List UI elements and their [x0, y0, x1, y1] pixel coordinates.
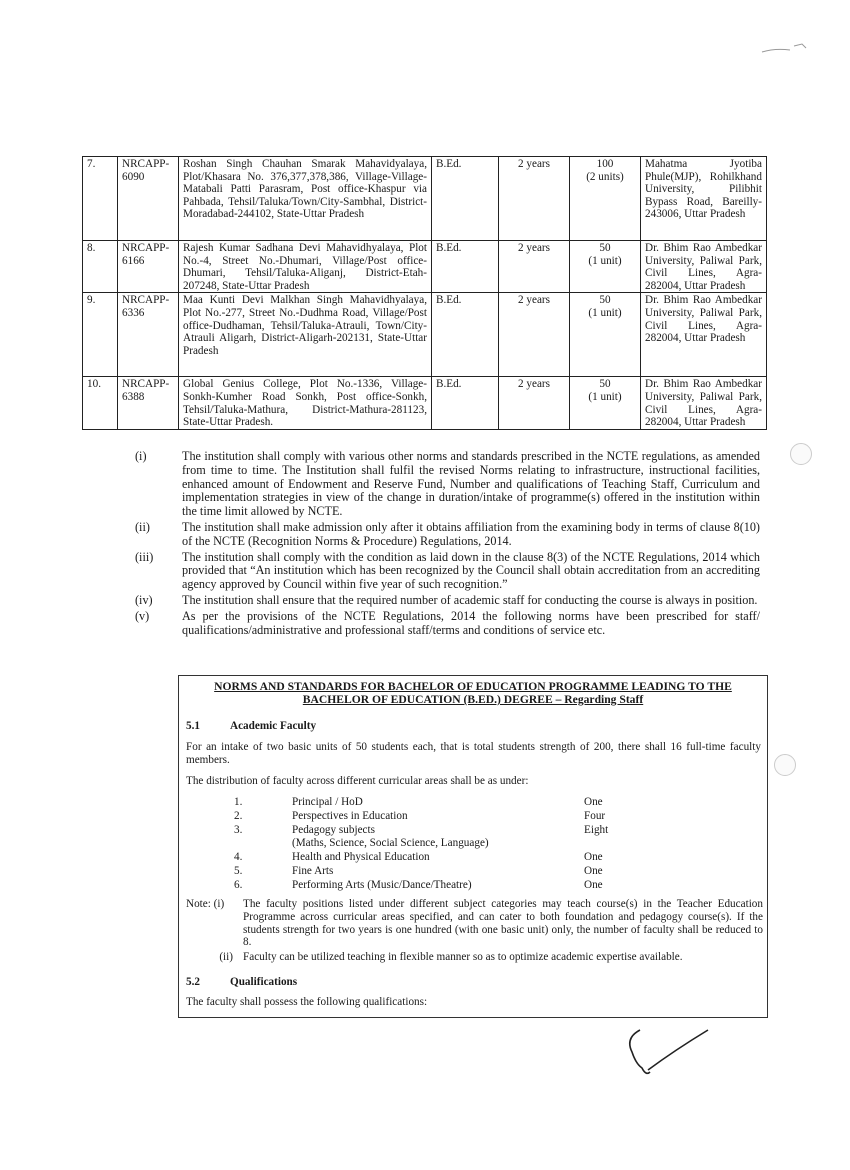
- clause-item: [135, 450, 760, 519]
- course-cell: B.Ed.: [432, 157, 499, 241]
- serial-number-cell: 9.: [83, 293, 118, 377]
- intake-cell: 50 (1 unit): [570, 241, 641, 293]
- norms-box: [178, 675, 768, 1018]
- clause-text: The institution shall comply with the condition as laid down in the clause 8(3) of the NCTE Regulations, 2014 which provided that “An institution which has been recognized by the Council shall obtain accreditation from an accrediting agency approved by Council within five year of such recognition.”: [182, 549, 760, 592]
- list-item: 1. Principal / HoD One: [234, 796, 603, 808]
- note-text: The faculty positions listed under different subject categories may teach course(s) in the Teacher Education Programme across curricular areas specified, and can cater to both foundation and pedagogy course(s). If the students strength for two years is one hundred (with one basic unit) only, the number of faculty shall be reduced to 8.: [243, 898, 763, 949]
- section-heading: 5.2 Qualifications: [186, 976, 298, 988]
- affiliating-body-cell: Dr. Bhim Rao Ambedkar University, Paliwal Park, Civil Lines, Agra-282004, Uttar Pradesh: [641, 377, 767, 429]
- institution-address-cell: Roshan Singh Chauhan Smarak Mahavidyalaya, Plot/Khasara No. 376,377,378,386, Village-Village-Matabali Patti Parasram, Post office-Khaspur via Pahbada, Tehsil/Taluka/Town/City-Sambhal, District-Moradabad-244102, State-Uttar Pradesh: [179, 157, 432, 241]
- duration-cell: 2 years: [499, 157, 570, 241]
- faculty-distribution-list: [234, 796, 734, 893]
- clause-item: [135, 551, 760, 592]
- clause-text: The institution shall comply with various other norms and standards prescribed in the NCTE regulations, as amended from time to time. The Institution shall fulfil the revised Norms relating to infrastructure, instructional facilities, enhanced amount of Endowment and Reserve Fund, Number and qualifications of Teaching Staff, Curriculum and implementation strategies in view of the change in duration/intake of programme(s) offered in the institution within the time limit allowed by NCTE.: [182, 449, 760, 519]
- course-cell: B.Ed.: [432, 293, 499, 377]
- list-item: 2. Perspectives in Education Four: [234, 809, 606, 822]
- clause-text: The institution shall ensure that the required number of academic staff for conducting the course is always in position.: [182, 592, 758, 607]
- serial-number-cell: 10.: [83, 377, 118, 429]
- institution-address-cell: Maa Kunti Devi Malkhan Singh Mahavidhyalaya, Plot No.-277, Street No.-Dudhma Road, Village/Post office-Dudhaman, Tehsil/Taluka-Atrauli, Town/City-Atrauli Aligarh, District-Aligarh-202131, State-Uttar Pradesh: [179, 293, 432, 377]
- application-code-cell: NRCAPP-6090: [118, 157, 179, 241]
- distribution-intro: The distribution of faculty across different curricular areas shall be as under:: [186, 775, 529, 787]
- conditions-list: [135, 450, 760, 639]
- norms-title: NORMS AND STANDARDS FOR BACHELOR OF EDUCATION PROGRAMME LEADING TO THE BACHELOR OF EDUCATION (B.ED.) DEGREE – Regarding Staff: [214, 680, 732, 706]
- application-code-cell: NRCAPP-6336: [118, 293, 179, 377]
- intake-cell: 50 (1 unit): [570, 377, 641, 429]
- application-code-cell: NRCAPP-6166: [118, 241, 179, 293]
- list-item: 4. Health and Physical Education One: [234, 851, 603, 864]
- clause-number: (iv): [135, 592, 153, 607]
- clause-number: (ii): [135, 519, 150, 534]
- list-item: 3. Pedagogy subjects Eight: [234, 823, 609, 836]
- clause-text: The institution shall make admission only after it obtains affiliation from the examining body in terms of clause 8(10) of the NCTE (Recognition Norms & Procedure) Regulations, 2014.: [182, 519, 760, 548]
- intake-cell: 100 (2 units): [570, 157, 641, 241]
- duration-cell: 2 years: [499, 241, 570, 293]
- clause-number: (i): [135, 449, 147, 463]
- note-text: Faculty can be utilized teaching in flexible manner so as to optimize academic expertise available.: [243, 951, 683, 964]
- note-label: Note: (i): [186, 898, 225, 910]
- clause-number: (iii): [135, 549, 154, 564]
- punch-hole: [790, 443, 812, 465]
- table-row: [83, 241, 767, 293]
- duration-cell: 2 years: [499, 377, 570, 429]
- affiliating-body-cell: Dr. Bhim Rao Ambedkar University, Paliwal Park, Civil Lines, Agra-282004, Uttar Pradesh: [641, 293, 767, 377]
- course-cell: B.Ed.: [432, 377, 499, 429]
- clause-text: As per the provisions of the NCTE Regulations, 2014 the following norms have been prescribed for staff/ qualifications/administrative and professional staff/terms and conditions of service etc.: [182, 608, 760, 637]
- clause-item: [135, 594, 760, 608]
- clause-item: [135, 610, 760, 638]
- clause-item: [135, 521, 760, 549]
- institution-address-cell: Rajesh Kumar Sadhana Devi Mahavidhyalaya, Plot No.-4, Street No.-Dhumari, Village/Post office-Dhumari, Tehsil/Taluka-Aliganj, District-Etah-207248, State-Uttar Pradesh: [179, 241, 432, 293]
- table-row: [83, 293, 767, 377]
- intake-cell: 50 (1 unit): [570, 293, 641, 377]
- affiliating-body-cell: Dr. Bhim Rao Ambedkar University, Paliwal Park, Civil Lines, Agra-282004, Uttar Pradesh: [641, 241, 767, 293]
- serial-number-cell: 7.: [83, 157, 118, 241]
- application-code-cell: NRCAPP-6388: [118, 377, 179, 429]
- faculty-notes: [186, 898, 763, 964]
- institution-address-cell: Global Genius College, Plot No.-1336, Village-Sonkh-Kumher Road Sonkh, Post office-Sonkh, Tehsil/Taluka-Mathura, District-Mathura-281123, State-Uttar Pradesh.: [179, 377, 432, 429]
- list-item: 5. Fine Arts One: [234, 864, 603, 877]
- institutions-table: [82, 156, 767, 430]
- corner-mark-icon: [760, 38, 810, 58]
- list-item: (Maths, Science, Social Science, Language): [292, 837, 489, 850]
- punch-hole: [774, 754, 796, 776]
- table-row: [83, 157, 767, 241]
- qualifications-intro: The faculty shall possess the following qualifications:: [186, 996, 428, 1008]
- duration-cell: 2 years: [499, 293, 570, 377]
- clause-number: (v): [135, 608, 150, 623]
- list-item: 6. Performing Arts (Music/Dance/Theatre) One: [234, 878, 603, 891]
- serial-number-cell: 8.: [83, 241, 118, 293]
- table-row: [83, 377, 767, 429]
- affiliating-body-cell: Mahatma Jyotiba Phule(MJP), Rohilkhand University, Pilibhit Bypass Road, Bareilly-243006, Uttar Pradesh: [641, 157, 767, 241]
- faculty-intake-paragraph: For an intake of two basic units of 50 students each, that is total students strength of 200, there shall 16 full-time faculty members.: [186, 741, 761, 766]
- course-cell: B.Ed.: [432, 241, 499, 293]
- section-heading: 5.1 Academic Faculty: [186, 720, 317, 732]
- note-label: (ii): [219, 951, 233, 964]
- handwritten-signature: [620, 1020, 720, 1080]
